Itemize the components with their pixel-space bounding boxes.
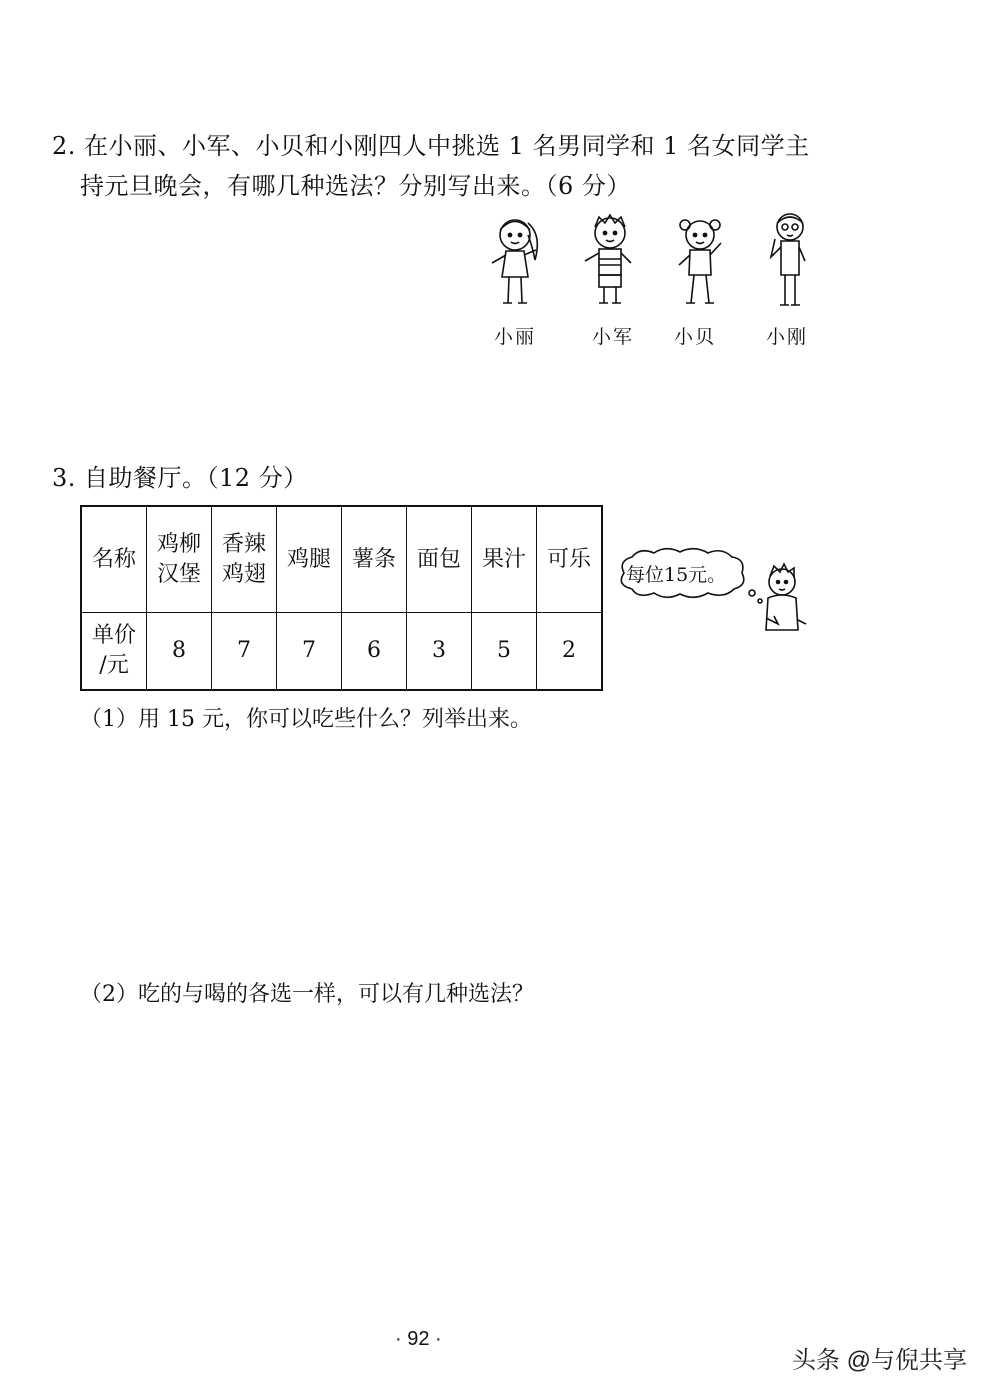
kid-name-xiaogang: 小刚 bbox=[765, 326, 808, 348]
table-row-prices bbox=[81, 613, 602, 691]
item-name-line2: 汉堡 bbox=[156, 561, 201, 587]
item-name-cell bbox=[147, 506, 212, 613]
item-name-line1: 鸡柳 bbox=[156, 531, 201, 557]
item-price-cell: 3 bbox=[407, 613, 472, 691]
q3-subquestion-1: （1）用 15 元，你可以吃些什么？列举出来。 bbox=[80, 707, 532, 732]
kid-name-xiaobei: 小贝 bbox=[673, 326, 716, 348]
table-row-names bbox=[81, 506, 602, 613]
q3-subquestion-2: （2）吃的与喝的各选一样，可以有几种选法？ bbox=[80, 982, 534, 1007]
item-price-cell: 2 bbox=[537, 613, 603, 691]
q2-line-2: 持元旦晚会，有哪几种选法？分别写出来。（6 分） bbox=[80, 172, 631, 200]
thought-bubble-text: 每位15元。 bbox=[626, 564, 727, 586]
header-price-line2: /元 bbox=[99, 653, 129, 678]
item-name-line2: 鸡翅 bbox=[221, 561, 266, 587]
item-price-cell: 6 bbox=[342, 613, 407, 691]
boy-figure bbox=[766, 564, 806, 630]
watermark: 头条 @与倪共享 bbox=[792, 1347, 968, 1374]
item-name-cell bbox=[277, 506, 342, 613]
item-name-cell bbox=[342, 506, 407, 613]
item-price-cell: 8 bbox=[147, 613, 212, 691]
item-name-line1: 果汁 bbox=[481, 546, 526, 572]
kid-name-xiaojun: 小军 bbox=[591, 326, 634, 348]
item-name-cell bbox=[472, 506, 537, 613]
item-name-line1: 面包 bbox=[416, 546, 461, 572]
q2-line-1: 2. 在小丽、小军、小贝和小刚四人中挑选 1 名男同学和 1 名女同学主 bbox=[52, 132, 810, 160]
children-illustration bbox=[480, 205, 820, 320]
kid-xiaoli-figure bbox=[492, 220, 537, 303]
kid-xiaojun-figure bbox=[585, 215, 631, 303]
item-name-cell bbox=[212, 506, 277, 613]
item-price-cell: 7 bbox=[212, 613, 277, 691]
header-name-label: 名称 bbox=[91, 546, 136, 572]
header-price-cell bbox=[81, 613, 147, 691]
item-price-cell: 5 bbox=[472, 613, 537, 691]
page-number: · 92 · bbox=[395, 1328, 442, 1350]
item-price-cell: 7 bbox=[277, 613, 342, 691]
kid-xiaogang-figure bbox=[771, 214, 805, 305]
menu-price-table bbox=[80, 505, 603, 691]
kid-name-xiaoli: 小丽 bbox=[493, 326, 536, 348]
item-name-cell bbox=[407, 506, 472, 613]
item-name-line1: 香辣 bbox=[221, 531, 266, 557]
item-name-cell bbox=[537, 506, 603, 613]
q3-title: 3. 自助餐厅。（12 分） bbox=[52, 464, 308, 492]
item-name-line1: 薯条 bbox=[351, 546, 396, 572]
header-price-line1: 单价 bbox=[91, 623, 136, 648]
item-name-line1: 鸡腿 bbox=[286, 546, 331, 572]
kid-xiaobei-figure bbox=[679, 220, 721, 303]
item-name-line1: 可乐 bbox=[546, 546, 591, 572]
header-name-cell bbox=[81, 506, 147, 613]
